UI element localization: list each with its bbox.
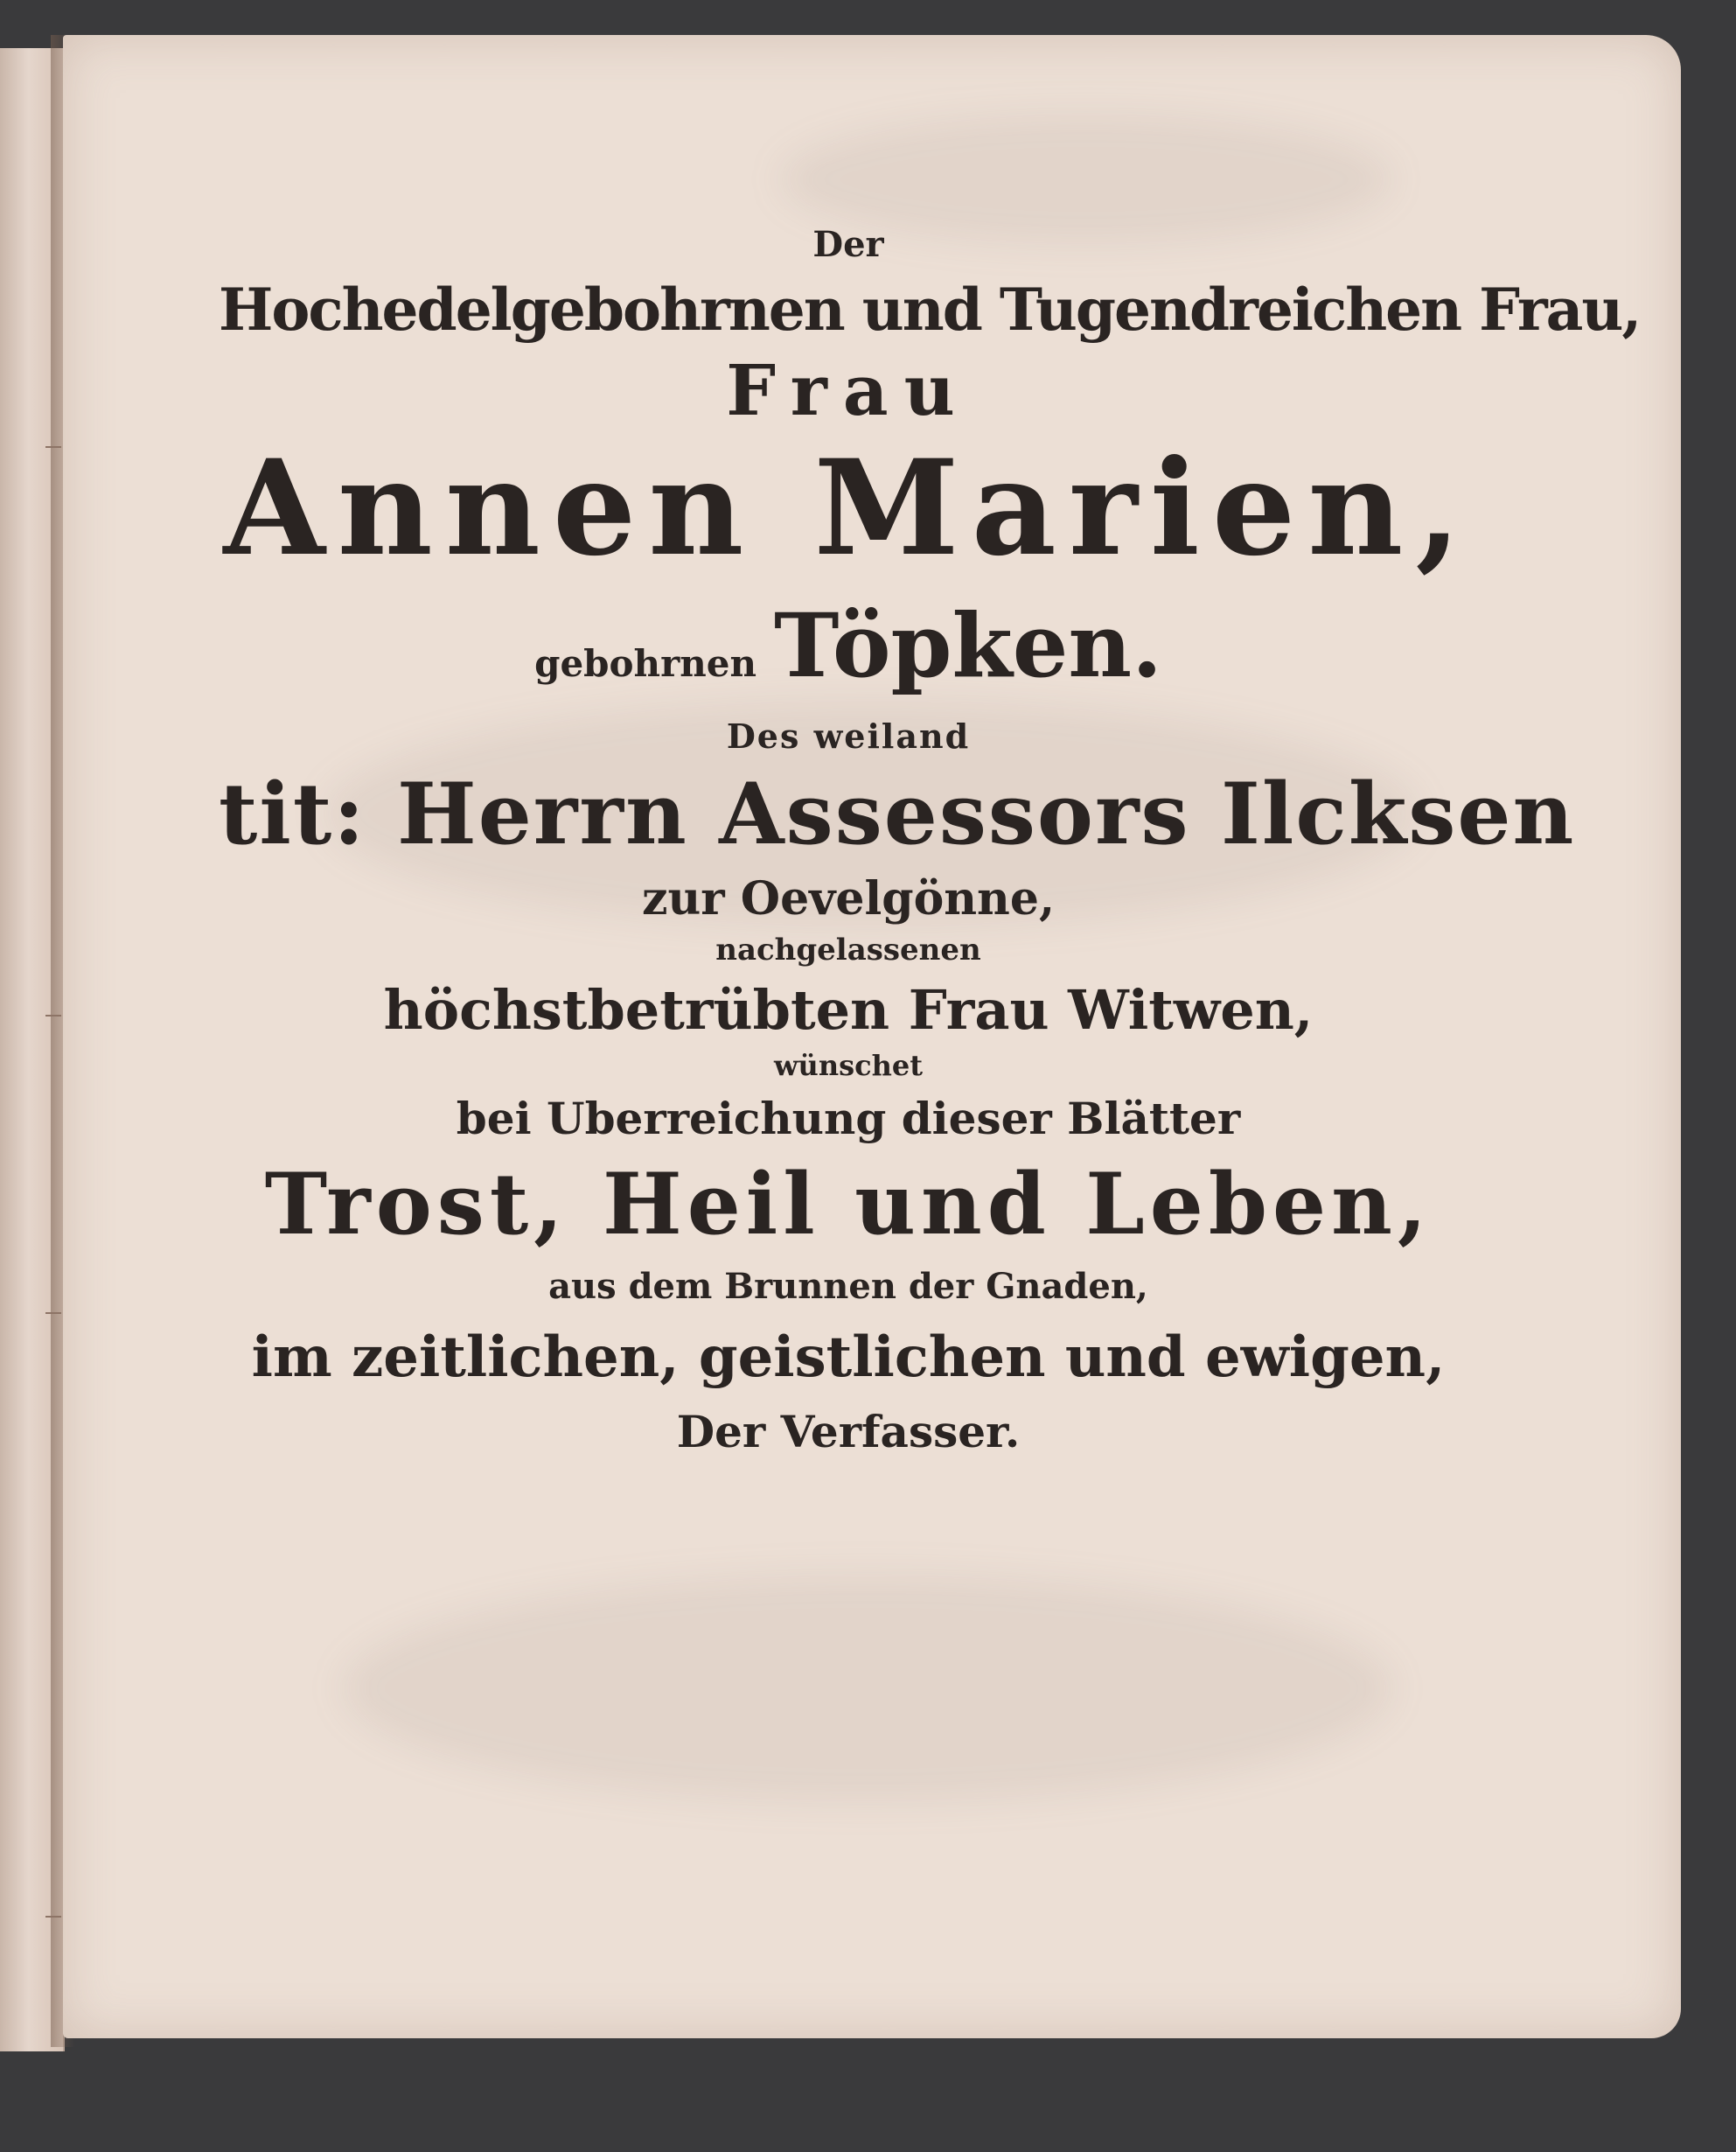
title-line-presentation: bei Uberreichung dieser Blätter: [456, 1092, 1241, 1144]
title-line-husband: tit: Herrn Assessors Ilcksen: [219, 764, 1576, 863]
title-line-name: Annen Marien,: [223, 431, 1474, 585]
binding-stitch: [45, 446, 61, 448]
birthname: Töpken.: [774, 593, 1162, 697]
show-through-smudge: [343, 1575, 1392, 1802]
title-line-widow: höchstbetrübten Frau Witwen,: [383, 977, 1314, 1042]
title-line-der: Der: [812, 224, 884, 265]
binding-stitch: [45, 1916, 61, 1918]
title-line-wuenschet: wünschet: [774, 1048, 923, 1082]
title-line-nachgelassenen: nachgelassenen: [715, 932, 981, 968]
title-line-source: aus dem Brunnen der Gnaden,: [548, 1265, 1148, 1307]
title-line-place: zur Oevelgönne,: [641, 871, 1056, 926]
birthname-prefix: gebohrnen: [534, 641, 757, 685]
title-text-block: [219, 210, 1641, 1457]
title-line-blessing: Trost, Heil und Leben,: [264, 1154, 1433, 1254]
binding-stitch: [45, 1015, 61, 1017]
title-line-author: Der Verfasser.: [676, 1405, 1021, 1457]
binding-stitch: [45, 1312, 61, 1314]
title-line-dedication: Hochedelgebohrnen und Tugendreichen Frau,: [219, 276, 1641, 344]
title-line-realms: im zeitlichen, geistlichen und ewigen,: [251, 1324, 1446, 1390]
title-line-des-weiland: Des weiland: [726, 716, 971, 756]
title-line-frau: Frau: [726, 349, 971, 431]
title-line-birthname: [219, 594, 1478, 697]
